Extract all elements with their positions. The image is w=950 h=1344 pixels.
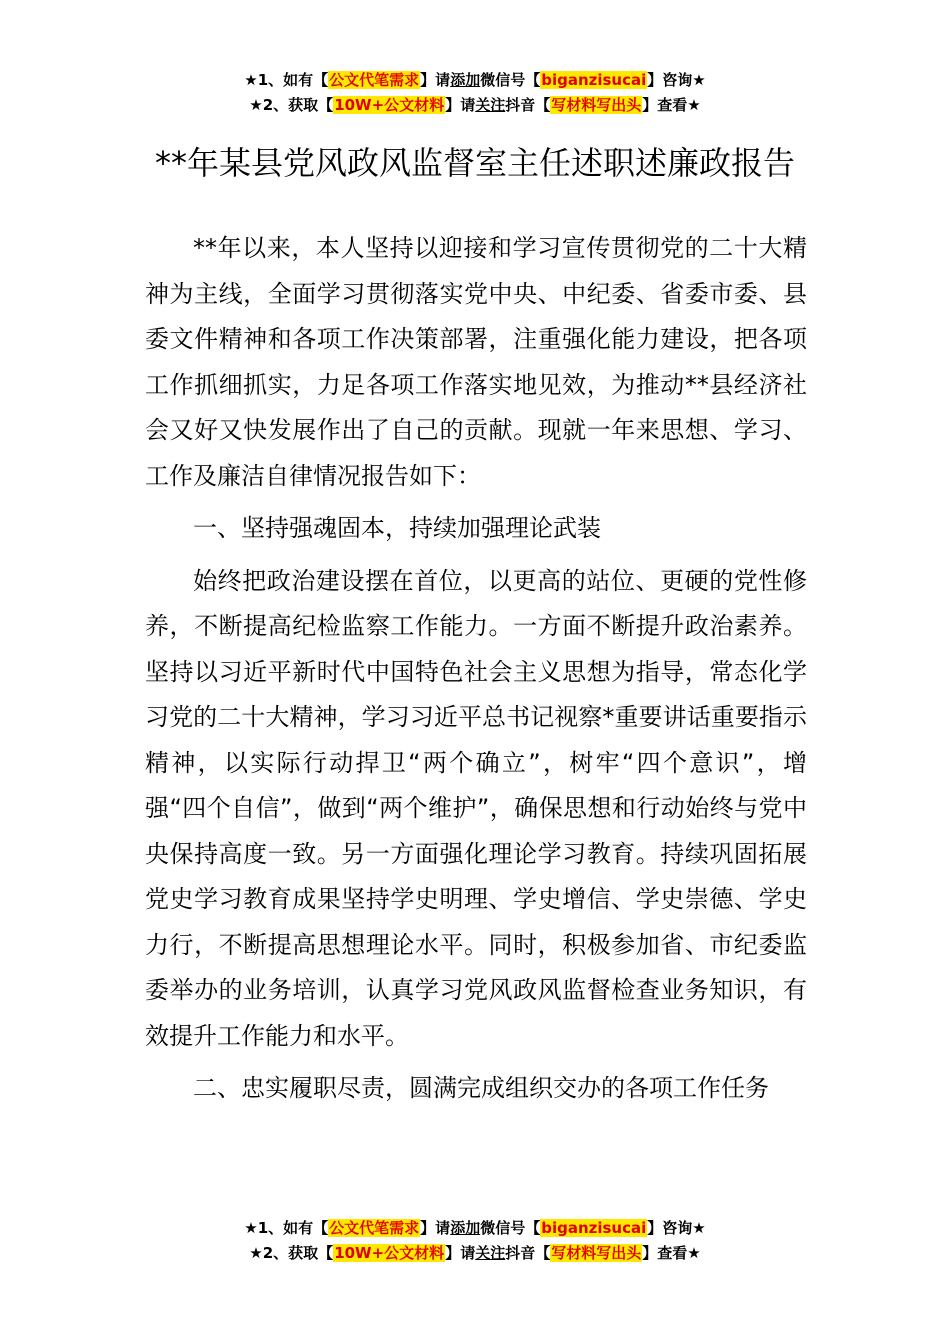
bottom-notice (0, 1216, 950, 1266)
top-notice (0, 68, 950, 118)
notice-text: 】查看★ (642, 96, 701, 114)
notice-text: 抖音【 (505, 1244, 551, 1262)
notice-underlined: 添加 (450, 71, 481, 89)
notice-highlight-wechat-id: biganzisucai (541, 71, 647, 89)
notice-text: ★2、获取【 (249, 96, 334, 114)
document-title: **年某县党风政风监督室主任述职述廉政报告 (154, 144, 795, 183)
notice-highlight-douyin: 写材料写出头 (551, 96, 642, 114)
notice-text: 】查看★ (642, 1244, 701, 1262)
notice-text: 】请 (420, 1219, 451, 1237)
notice-underlined: 关注 (475, 96, 506, 114)
notice-highlight-materials: 10W+公文材料 (334, 1244, 445, 1262)
notice-highlight-ghostwriting: 公文代笔需求 (329, 71, 420, 89)
document-body (145, 226, 807, 1119)
notice-line-1 (0, 1216, 950, 1241)
notice-line-1 (0, 68, 950, 93)
notice-highlight-wechat-id: biganzisucai (541, 1219, 647, 1237)
section-heading-1: 一、坚持强魂固本，持续加强理论武装 (193, 514, 601, 542)
notice-text: 微信号【 (480, 1219, 541, 1237)
paragraph-section-1: 始终把政治建设摆在首位，以更高的站位、更硬的党性修养，不断提高纪检监察工作能力。一方面不断提升政治素养。坚持以习近平新时代中国特色社会主义思想为指导，常态化学习党的二十大精神，学习习近平总书记视察*重要讲话重要指示精神，以实际行动捍卫“两个确立”，树牢“四个意识”，增强“四个自信”，做到“两个维护”，确保思想和行动始终与党中央保持高度一致。另一方面强化理论学习教育。持续巩固拓展党史学习教育成果坚持学史明理、学史增信、学史崇德、学史力行，不断提高思想理论水平。同时，积极参加省、市纪委监委举办的业务培训，认真学习党风政风监督检查业务知识，有效提升工作能力和水平。 (145, 566, 807, 1050)
section-heading-2: 二、忠实履职尽责，圆满完成组织交办的各项工作任务 (193, 1074, 769, 1102)
notice-highlight-materials: 10W+公文材料 (334, 96, 445, 114)
notice-text: 】请 (420, 71, 451, 89)
notice-text: ★1、如有【 (244, 1219, 329, 1237)
notice-line-2 (0, 1241, 950, 1266)
notice-text: 抖音【 (505, 96, 551, 114)
notice-text: ★1、如有【 (244, 71, 329, 89)
notice-underlined: 关注 (475, 1244, 506, 1262)
paragraph-intro: **年以来，本人坚持以迎接和学习宣传贯彻党的二十大精神为主线，全面学习贯彻落实党中央、中纪委、省委市委、县委文件精神和各项工作决策部署，注重强化能力建设，把各项工作抓细抓实，力足各项工作落实地见效，为推动**县经济社会又好又快发展作出了自己的贡献。现就一年来思想、学习、工作及廉洁自律情况报告如下： (145, 234, 807, 490)
notice-text: 】咨询★ (647, 1219, 706, 1237)
notice-text: 】咨询★ (647, 71, 706, 89)
notice-text: ★2、获取【 (249, 1244, 334, 1262)
notice-highlight-ghostwriting: 公文代笔需求 (329, 1219, 420, 1237)
notice-text: 】请 (445, 1244, 476, 1262)
notice-text: 】请 (445, 96, 476, 114)
notice-highlight-douyin: 写材料写出头 (551, 1244, 642, 1262)
notice-underlined: 添加 (450, 1219, 481, 1237)
notice-text: 微信号【 (480, 71, 541, 89)
notice-line-2 (0, 93, 950, 118)
